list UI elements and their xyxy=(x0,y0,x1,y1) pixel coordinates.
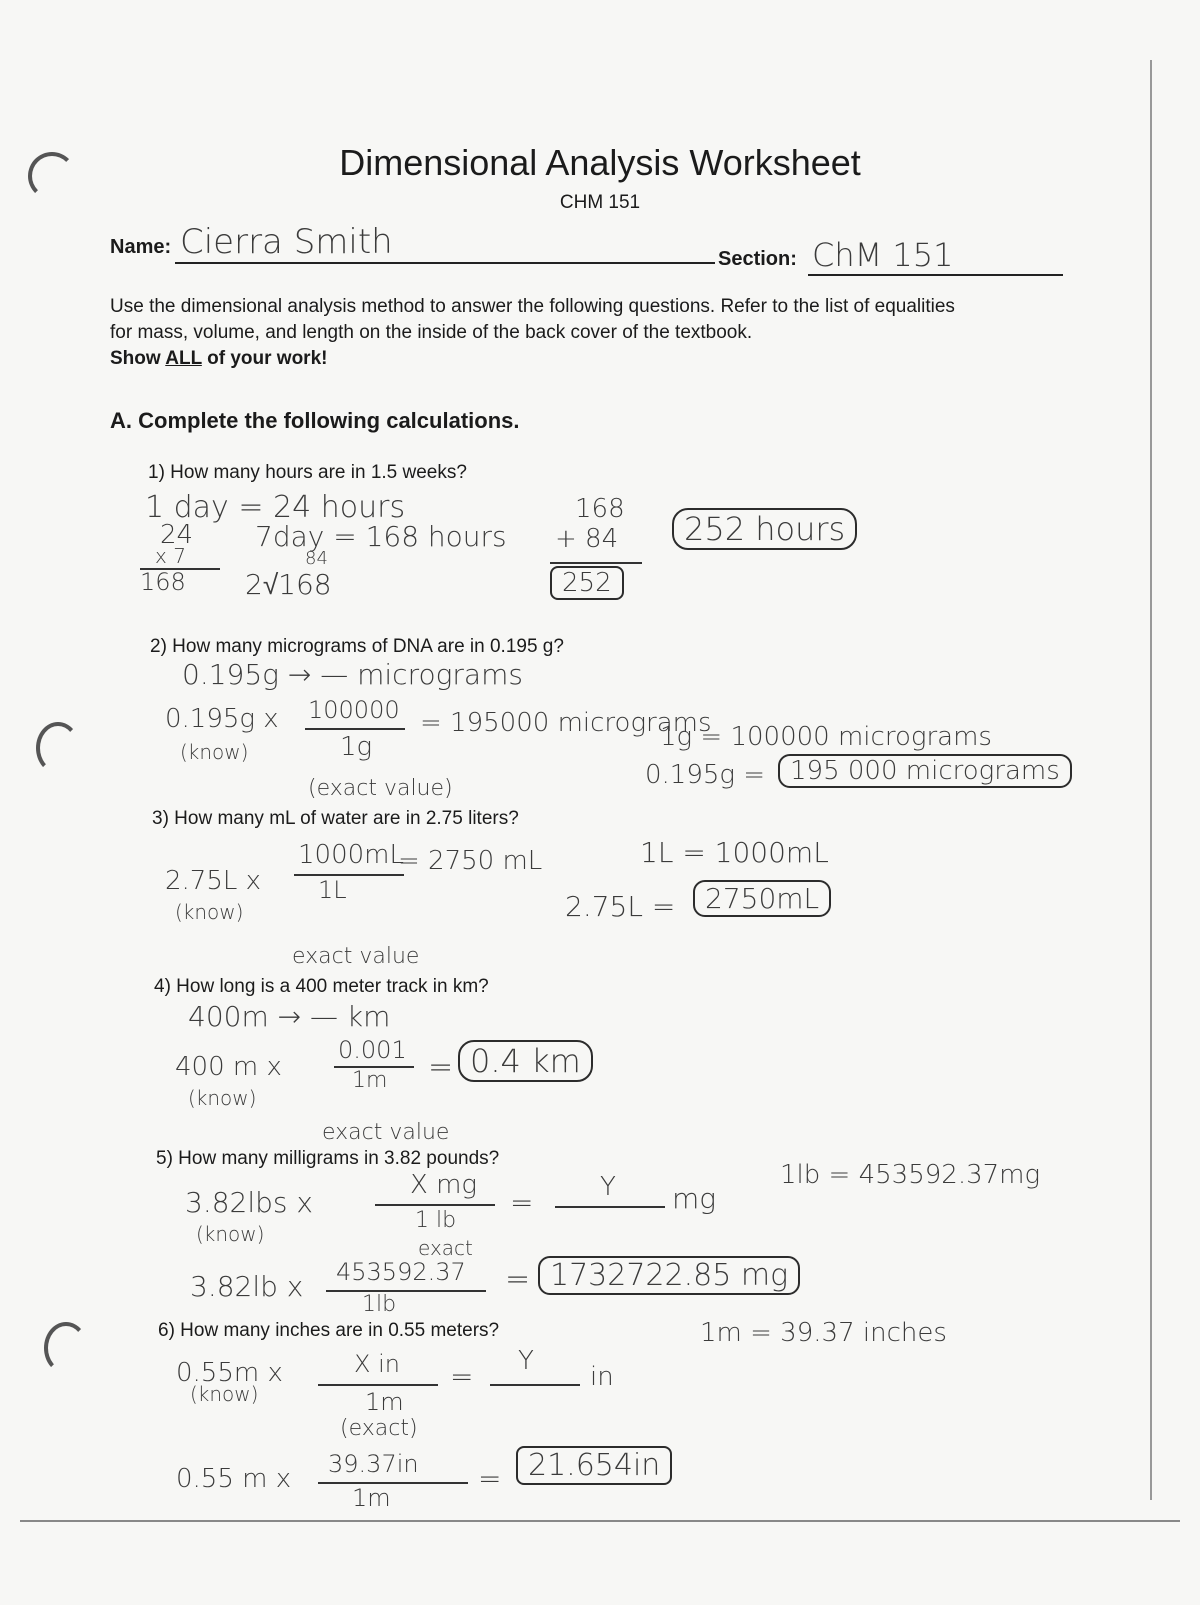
q5-work-equality: 1lb = 453592.37mg xyxy=(780,1160,1041,1190)
hole-punch-middle xyxy=(36,722,80,774)
question-6: 6) How many inches are in 0.55 meters? xyxy=(158,1320,500,1341)
q1-work-84: 84 xyxy=(305,548,328,569)
q6-work-equality: 1m = 39.37 inches xyxy=(700,1318,947,1348)
q5-blank-line xyxy=(555,1206,665,1208)
course-code: CHM 151 xyxy=(559,192,641,213)
q4-work-know: (know) xyxy=(188,1086,257,1110)
q1-work-add-84: + 84 xyxy=(555,524,619,554)
q5-fraction-line xyxy=(375,1204,495,1206)
q6-conversion-fraction-line xyxy=(318,1482,468,1484)
q2-work-conversion: 0.195g = xyxy=(645,760,766,790)
q5-work-numerator: X mg xyxy=(410,1170,478,1200)
q2-work-equality: 1g = 100000 micrograms xyxy=(660,722,992,752)
page-title: Dimensional Analysis Worksheet xyxy=(339,142,861,183)
page-edge-bottom xyxy=(20,1520,1180,1522)
q2-work-setup: 0.195g → — micrograms xyxy=(182,658,523,691)
question-3: 3) How many mL of water are in 2.75 liters? xyxy=(152,808,519,829)
q3-fraction-line xyxy=(294,874,404,876)
q1-work-sum: 252 xyxy=(550,566,624,600)
q4-work-denominator: 1m xyxy=(352,1068,388,1093)
q1-work-168: 168 xyxy=(140,568,186,596)
q3-answer: 2750mL xyxy=(693,880,831,917)
q3-work-start: 2.75L x xyxy=(165,866,262,896)
question-1: 1) How many hours are in 1.5 weeks? xyxy=(148,462,467,483)
q5-work-denominator: 1 lb xyxy=(415,1208,457,1233)
q4-work-setup: 400m → — km xyxy=(188,1000,391,1033)
q1-work-24: 24 xyxy=(160,520,194,550)
q5-work-know: (know) xyxy=(196,1222,265,1246)
page-edge-right xyxy=(1150,60,1152,1500)
q4-work-start: 400 m x xyxy=(175,1052,282,1082)
q3-work-result: = 2750 mL xyxy=(398,846,543,876)
q2-work-denominator: 1g xyxy=(340,732,373,762)
section-a-heading: A. Complete the following calculations. xyxy=(110,408,520,433)
q5-work-equals: = xyxy=(510,1186,534,1219)
q6-answer: 21.654in xyxy=(516,1446,672,1485)
q4-work-exact: exact value xyxy=(322,1120,450,1145)
q2-work-numerator: 100000 xyxy=(308,696,400,724)
name-field: Cierra Smith xyxy=(180,222,393,262)
q6-work-unit: in xyxy=(590,1362,614,1392)
q5-work-exact: exact xyxy=(418,1236,473,1260)
q5-work-conv-numerator: 453592.37 xyxy=(336,1258,466,1286)
q2-answer: 195 000 micrograms xyxy=(778,754,1072,788)
q3-work-numerator: 1000mL xyxy=(298,840,404,870)
q6-work-start: 0.55m x xyxy=(176,1358,283,1388)
q4-answer: 0.4 km xyxy=(458,1040,593,1082)
name-label: Name: xyxy=(110,236,172,258)
q6-work-know: (know) xyxy=(190,1382,259,1406)
q3-work-exact: exact value xyxy=(292,944,420,969)
q4-work-equals: = xyxy=(428,1050,454,1085)
hole-punch-bottom xyxy=(44,1322,88,1374)
q2-work-exact: (exact value) xyxy=(308,776,453,801)
question-5: 5) How many milligrams in 3.82 pounds? xyxy=(156,1148,500,1169)
q6-work-conversion: 0.55 m x xyxy=(176,1464,292,1494)
q1-answer: 252 hours xyxy=(672,508,857,550)
show-work-all: ALL xyxy=(165,348,202,369)
q2-fraction-line xyxy=(305,728,405,730)
q5-answer: 1732722.85 mg xyxy=(538,1256,800,1295)
q1-work-division: 2√168 xyxy=(245,568,332,601)
show-work-note xyxy=(110,348,327,370)
instructions-line-2: for mass, volume, and length on the inside of the back cover of the textbook. xyxy=(110,322,753,343)
question-4: 4) How long is a 400 meter track in km? xyxy=(154,976,489,997)
show-work-pre: Show xyxy=(110,348,166,369)
q3-work-conversion: 2.75L = xyxy=(565,890,676,923)
q5-work-conv-equals: = xyxy=(505,1262,531,1297)
q1-work-x7: x 7 xyxy=(155,544,186,568)
q5-work-unit: mg xyxy=(672,1182,717,1215)
q3-work-equality: 1L = 1000mL xyxy=(640,836,829,869)
q6-work-numerator: X in xyxy=(354,1350,400,1378)
show-work-post: of your work! xyxy=(201,348,328,369)
section-label: Section: xyxy=(718,248,797,270)
question-2: 2) How many micrograms of DNA are in 0.195 g? xyxy=(150,636,564,657)
q6-work-conv-equals: = xyxy=(478,1462,502,1495)
q5-work-conv-denominator: 1lb xyxy=(362,1292,397,1317)
q5-work-conversion: 3.82lb x xyxy=(190,1270,304,1303)
q6-work-exact: (exact) xyxy=(340,1416,418,1441)
q5-work-start: 3.82lbs x xyxy=(185,1186,313,1219)
section-line xyxy=(808,274,1063,276)
q6-work-conv-denominator: 1m xyxy=(352,1484,391,1512)
q1-work-week: 7day = 168 hours xyxy=(255,520,507,553)
q2-work-know: (know) xyxy=(180,740,249,764)
q5-work-y: Y xyxy=(600,1172,616,1202)
q6-work-conv-numerator: 39.37in xyxy=(328,1450,419,1478)
q6-blank-line xyxy=(490,1384,580,1386)
q5-conversion-fraction-line xyxy=(326,1290,486,1292)
q1-work-add-168: 168 xyxy=(575,494,625,524)
q6-work-denominator: 1m xyxy=(365,1388,404,1416)
section-field: ChM 151 xyxy=(812,236,954,274)
q2-work-start: 0.195g x xyxy=(165,704,279,734)
q1-addition-line xyxy=(550,562,642,564)
instructions-line-1: Use the dimensional analysis method to answer the following questions. Refer to the list of equalities xyxy=(110,296,955,317)
q2-work-result: = 195000 micrograms xyxy=(420,708,712,738)
name-line xyxy=(175,262,715,264)
q6-work-y: Y xyxy=(518,1346,534,1376)
q3-work-know: (know) xyxy=(175,900,244,924)
q6-fraction-line xyxy=(318,1384,438,1386)
q1-work-equality: 1 day = 24 hours xyxy=(145,490,406,525)
q6-work-equals: = xyxy=(450,1360,474,1393)
q4-work-numerator: 0.001 xyxy=(338,1036,407,1064)
q3-work-denominator: 1L xyxy=(318,876,347,904)
